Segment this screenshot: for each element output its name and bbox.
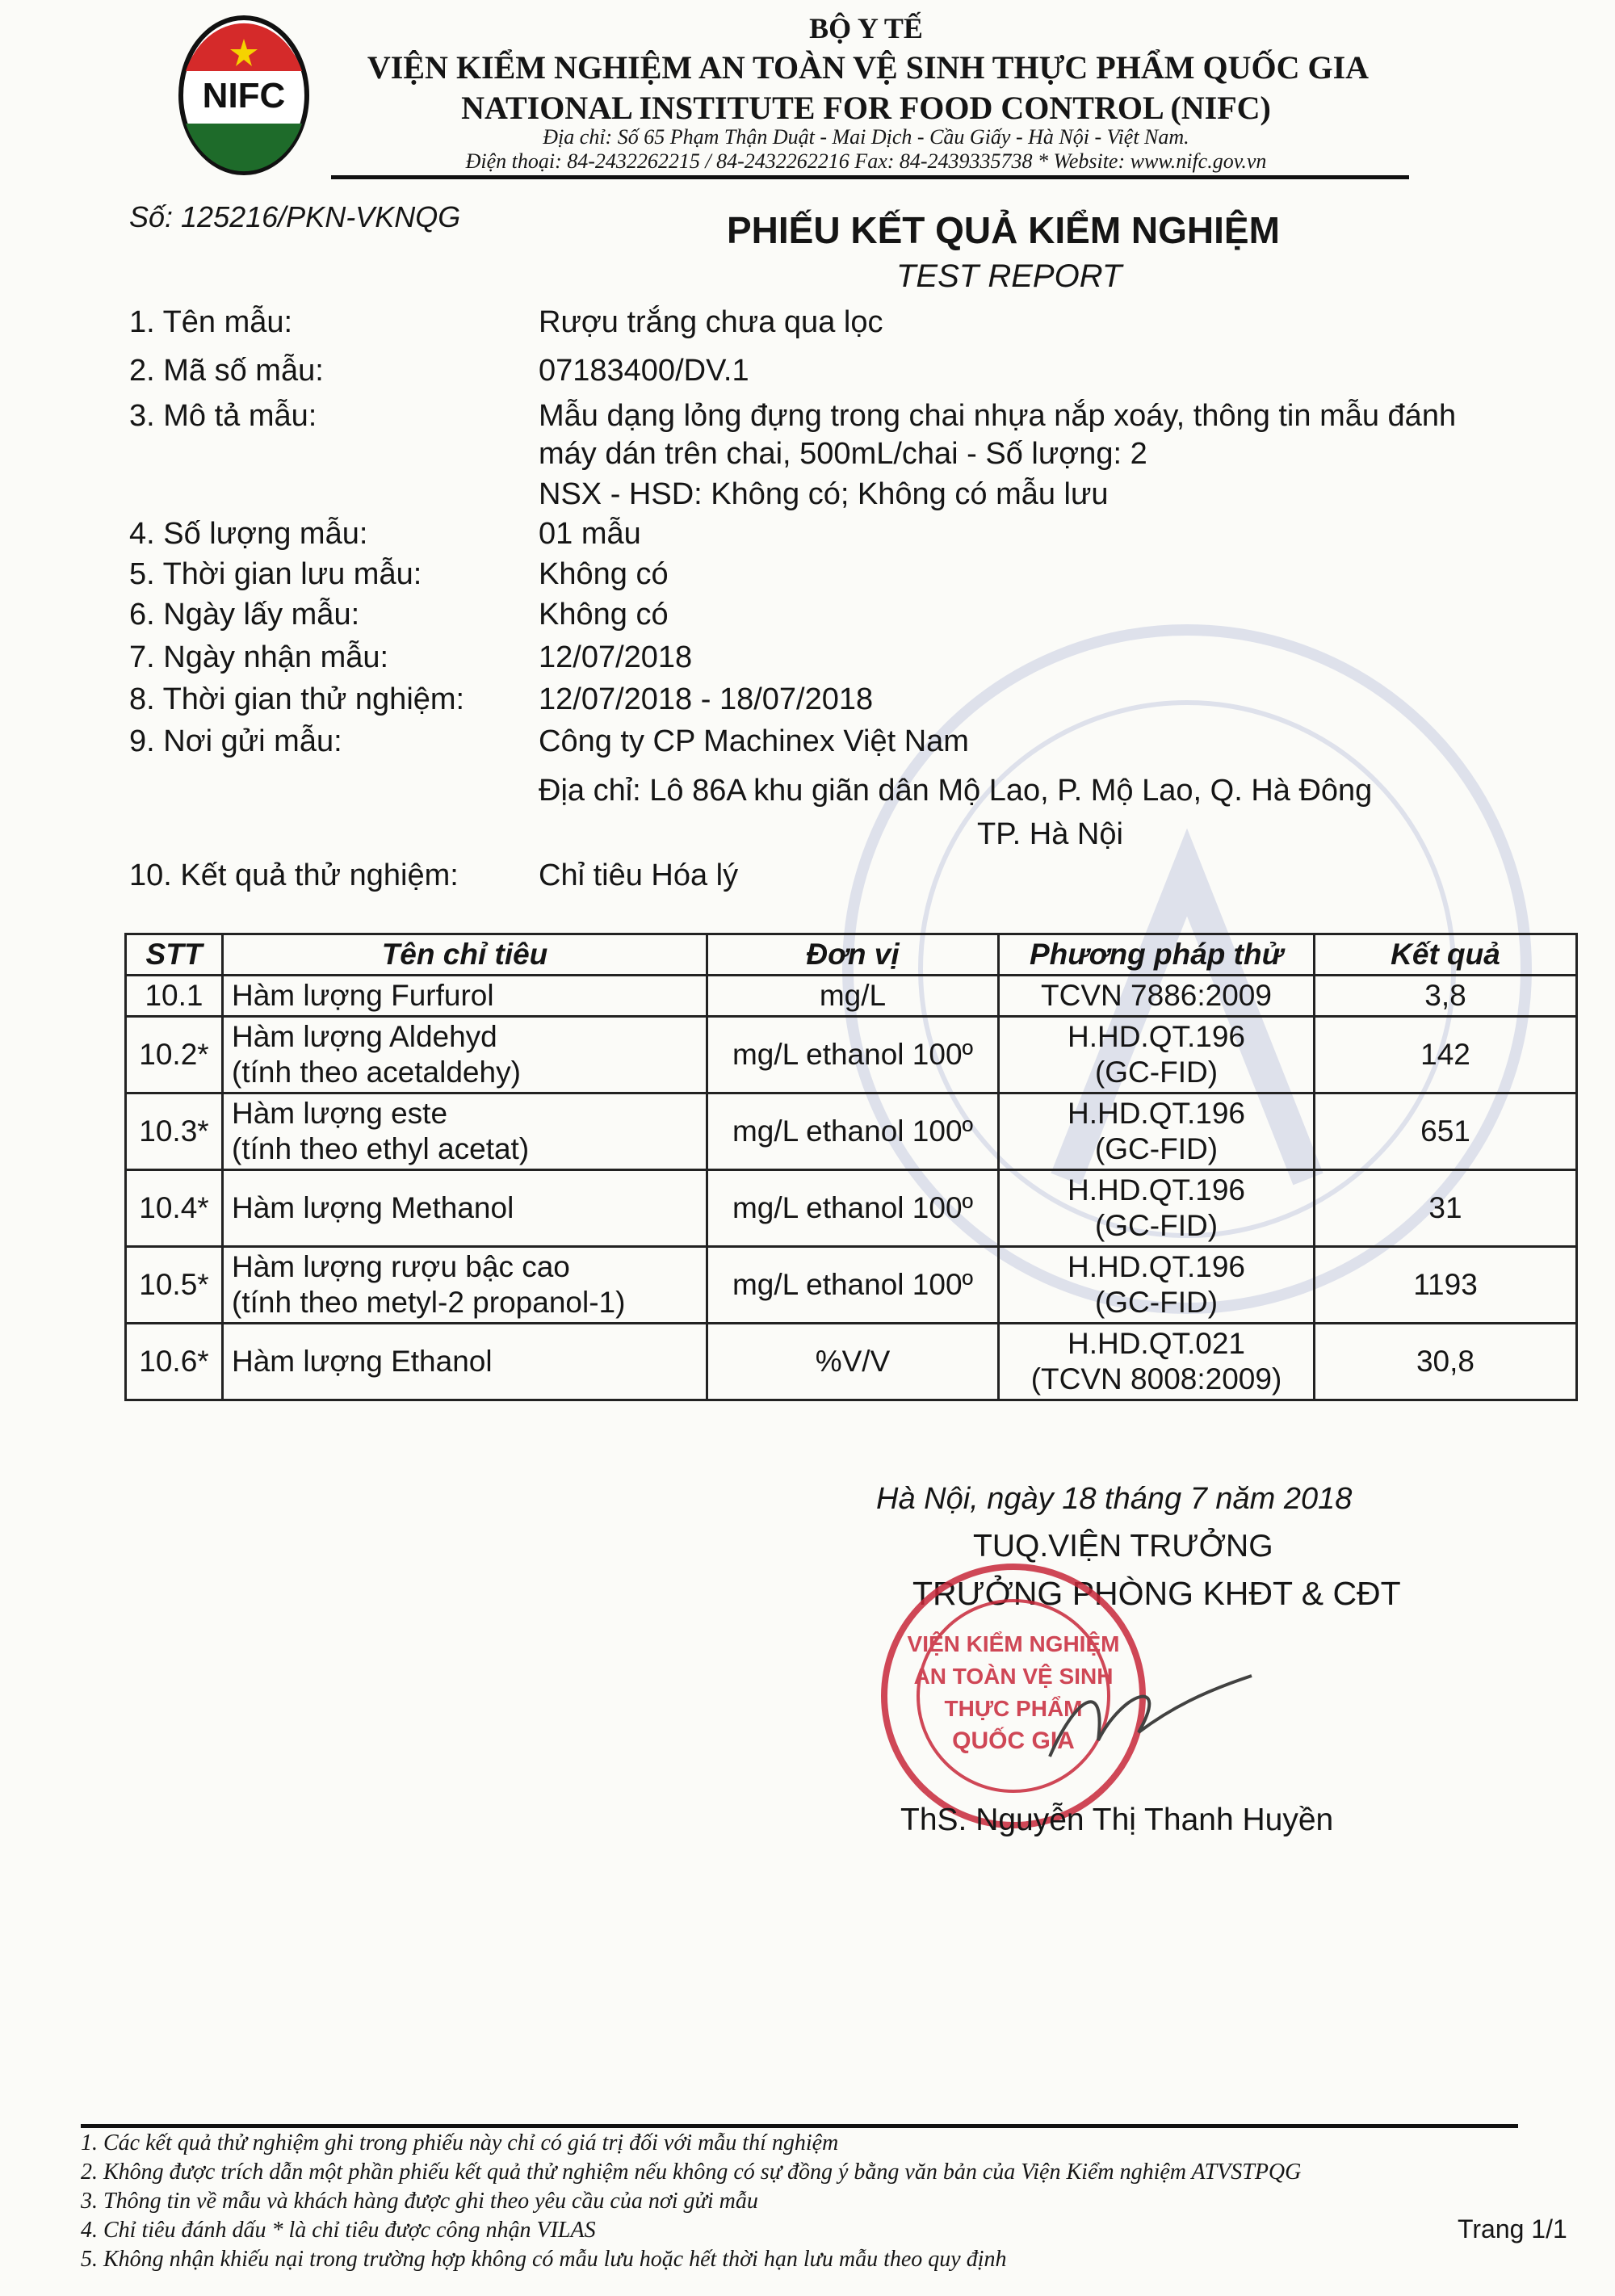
svg-text:THỰC PHẨM: THỰC PHẨM (944, 1696, 1083, 1721)
cell-name (223, 976, 707, 1017)
cell-unit-text: mg/L ethanol 100º (732, 1191, 974, 1224)
cell-method-text: (GC-FID) (1094, 1209, 1219, 1242)
cell-method-text: H.HD.QT.196 (1067, 1173, 1245, 1207)
cell-unit-text: mg/L (819, 979, 887, 1012)
cell-name-text: Hàm lượng este (232, 1097, 448, 1130)
cell-name-text: Hàm lượng Aldehyd (232, 1020, 497, 1053)
cell-stt-text: 10.5* (139, 1268, 209, 1301)
field-label: 6. Ngày lấy mẫu: (129, 598, 360, 632)
field-value: Không có (539, 557, 669, 591)
cell-method-text: (GC-FID) (1094, 1056, 1219, 1089)
cell-method (999, 1093, 1315, 1170)
table-row (126, 1093, 1577, 1170)
cell-method (999, 1324, 1315, 1400)
cell-unit (707, 1324, 999, 1400)
report-subtitle: TEST REPORT (896, 258, 1122, 294)
field-label: 5. Thời gian lưu mẫu: (129, 557, 422, 591)
cell-stt (126, 1017, 223, 1093)
field-label: 1. Tên mẫu: (129, 305, 293, 339)
institute-contact: Điện thoại: 84-2432262215 / 84-2432262216 Fax: 84-2439335738 * Website: www.nifc.gov.vn (465, 149, 1267, 173)
cell-stt (126, 1324, 223, 1400)
header-name: Tên chỉ tiêu (223, 934, 707, 976)
cell-name (223, 1247, 707, 1324)
cell-name-text: Hàm lượng rượu bậc cao (232, 1250, 570, 1283)
cell-stt-text: 10.2* (139, 1038, 209, 1071)
cell-name (223, 1017, 707, 1093)
field-value: Công ty CP Machinex Việt Nam (539, 724, 969, 758)
field-value: Chỉ tiêu Hóa lý (539, 858, 739, 892)
cell-unit-text: mg/L ethanol 100º (732, 1038, 974, 1071)
svg-text:VIỆN KIỂM NGHIỆM: VIỆN KIỂM NGHIỆM (907, 1631, 1120, 1656)
cell-stt (126, 1093, 223, 1170)
cell-method (999, 1017, 1315, 1093)
cell-stt (126, 1247, 223, 1324)
cell-result (1315, 1324, 1577, 1400)
field-value: 01 mẫu (539, 517, 641, 551)
cell-unit (707, 1093, 999, 1170)
cell-name-text: Hàm lượng Methanol (232, 1191, 514, 1224)
cell-name (223, 1093, 707, 1170)
field-value: TP. Hà Nội (977, 817, 1123, 851)
cell-name-text: (tính theo metyl-2 propanol-1) (232, 1286, 626, 1319)
field-value: 12/07/2018 - 18/07/2018 (539, 682, 874, 716)
signature-line-1: TUQ.VIỆN TRƯỞNG (973, 1529, 1273, 1564)
nifc-logo (178, 15, 311, 176)
official-stamp (864, 1555, 1268, 1845)
footer-note: 3. Thông tin về mẫu và khách hàng được ghi theo yêu cầu của nơi gửi mẫu (81, 2189, 758, 2214)
cell-stt-text: 10.3* (139, 1114, 209, 1148)
cell-unit-text: mg/L ethanol 100º (732, 1268, 974, 1301)
cell-name-text: Hàm lượng Ethanol (232, 1345, 493, 1378)
header-result: Kết quả (1315, 934, 1577, 976)
cell-unit (707, 1170, 999, 1247)
cell-name-text: Hàm lượng Furfurol (232, 979, 494, 1012)
cell-stt (126, 1170, 223, 1247)
cell-result (1315, 976, 1577, 1017)
cell-result-text: 651 (1420, 1114, 1470, 1148)
signature-line-2: TRƯỞNG PHÒNG KHĐT & CĐT (912, 1575, 1401, 1612)
cell-method (999, 1247, 1315, 1324)
field-label: 3. Mô tả mẫu: (129, 399, 317, 433)
cell-result-text: 31 (1428, 1191, 1462, 1224)
field-value: máy dán trên chai, 500mL/chai - Số lượng: 2 (539, 437, 1147, 471)
field-value: Không có (539, 598, 669, 632)
results-table (124, 933, 1578, 1401)
institute-name-en: NATIONAL INSTITUTE FOR FOOD CONTROL (NIFC) (461, 90, 1271, 126)
field-value: NSX - HSD: Không có; Không có mẫu lưu (539, 477, 1109, 511)
cell-name-text: (tính theo acetaldehy) (232, 1056, 521, 1089)
cell-method-text: H.HD.QT.021 (1067, 1327, 1245, 1360)
table-row (126, 1247, 1577, 1324)
cell-method-text: (GC-FID) (1094, 1132, 1219, 1165)
cell-method-text: (TCVN 8008:2009) (1030, 1362, 1282, 1396)
cell-stt (126, 976, 223, 1017)
cell-result (1315, 1017, 1577, 1093)
cell-result-text: 30,8 (1416, 1345, 1474, 1378)
report-title: PHIẾU KẾT QUẢ KIỂM NGHIỆM (727, 209, 1280, 251)
cell-result-text: 1193 (1413, 1268, 1478, 1301)
cell-method-text: H.HD.QT.196 (1067, 1020, 1245, 1053)
cell-method-text: H.HD.QT.196 (1067, 1097, 1245, 1130)
cell-result (1315, 1093, 1577, 1170)
footer-note: 5. Không nhận khiếu nại trong trường hợp không có mẫu lưu hoặc hết thời hạn lưu mẫu theo quy định (81, 2247, 1007, 2272)
cell-unit (707, 976, 999, 1017)
cell-name (223, 1170, 707, 1247)
field-value: Địa chỉ: Lô 86A khu giãn dân Mộ Lao, P. Mộ Lao, Q. Hà Đông (539, 774, 1373, 808)
svg-text:AN TOÀN VỆ SINH: AN TOÀN VỆ SINH (913, 1664, 1114, 1689)
field-label: 4. Số lượng mẫu: (129, 517, 368, 551)
cell-method (999, 1170, 1315, 1247)
cell-name-text: (tính theo ethyl acetat) (232, 1132, 530, 1165)
cell-method (999, 976, 1315, 1017)
svg-text:QUỐC GIA: QUỐC GIA (952, 1727, 1075, 1754)
field-value: 07183400/DV.1 (539, 354, 749, 388)
footer-note: 2. Không được trích dẫn một phần phiếu kết quả thử nghiệm nếu không có sự đồng ý bằng văn bản của Viện Kiểm nghiệm ATVSTPQG (81, 2160, 1302, 2185)
header-rule (331, 175, 1409, 179)
cell-result (1315, 1247, 1577, 1324)
table-row (126, 976, 1577, 1017)
cell-result-text: 3,8 (1424, 979, 1466, 1012)
institute-name-vn: VIỆN KIỂM NGHIỆM AN TOÀN VỆ SINH THỰC PHẨM QUỐC GIA (367, 49, 1370, 86)
table-row (126, 1324, 1577, 1400)
field-label: 9. Nơi gửi mẫu: (129, 724, 342, 758)
table-row (126, 1017, 1577, 1093)
header-unit: Đơn vị (707, 934, 999, 976)
field-label: 7. Ngày nhận mẫu: (129, 640, 389, 674)
field-label: 2. Mã số mẫu: (129, 354, 324, 388)
signature-date: Hà Nội, ngày 18 tháng 7 năm 2018 (876, 1482, 1353, 1516)
cell-stt-text: 10.6* (139, 1345, 209, 1378)
svg-text:NIFC: NIFC (202, 76, 286, 115)
field-value: Mẫu dạng lỏng đựng trong chai nhựa nắp xoáy, thông tin mẫu đánh (539, 399, 1457, 433)
page-number: Trang 1/1 (1458, 2214, 1567, 2244)
cell-unit (707, 1247, 999, 1324)
field-label: 10. Kết quả thử nghiệm: (129, 858, 459, 892)
field-value: 12/07/2018 (539, 640, 693, 674)
field-value: Rượu trắng chưa qua lọc (539, 305, 883, 339)
header-method: Phương pháp thử (999, 934, 1315, 976)
footer-note: 1. Các kết quả thử nghiệm ghi trong phiếu này chỉ có giá trị đối với mẫu thí nghiệm (81, 2130, 839, 2155)
cell-method-text: (GC-FID) (1094, 1286, 1219, 1319)
cell-stt-text: 10.4* (139, 1191, 209, 1224)
table-row (126, 1170, 1577, 1247)
signer-name: ThS. Nguyễn Thị Thanh Huyền (900, 1803, 1334, 1837)
cell-stt-text: 10.1 (145, 979, 203, 1012)
field-label: 8. Thời gian thử nghiệm: (129, 682, 465, 716)
cell-unit (707, 1017, 999, 1093)
cell-result (1315, 1170, 1577, 1247)
report-number: Số: 125216/PKN-VKNQG (129, 200, 461, 233)
cell-unit-text: mg/L ethanol 100º (732, 1114, 974, 1148)
institute-address: Địa chỉ: Số 65 Phạm Thận Duật - Mai Dịch - Cầu Giấy - Hà Nội - Việt Nam. (543, 125, 1189, 149)
cell-method-text: H.HD.QT.196 (1067, 1250, 1245, 1283)
header-stt: STT (126, 934, 223, 976)
footer-note: 4. Chỉ tiêu đánh dấu * là chỉ tiêu được công nhận VILAS (81, 2218, 596, 2243)
cell-method-text: TCVN 7886:2009 (1041, 979, 1272, 1012)
ministry-name: BỘ Y TẾ (809, 12, 923, 44)
cell-name (223, 1324, 707, 1400)
cell-result-text: 142 (1420, 1038, 1470, 1071)
cell-unit-text: %V/V (815, 1345, 891, 1378)
footer-rule (81, 2124, 1518, 2128)
